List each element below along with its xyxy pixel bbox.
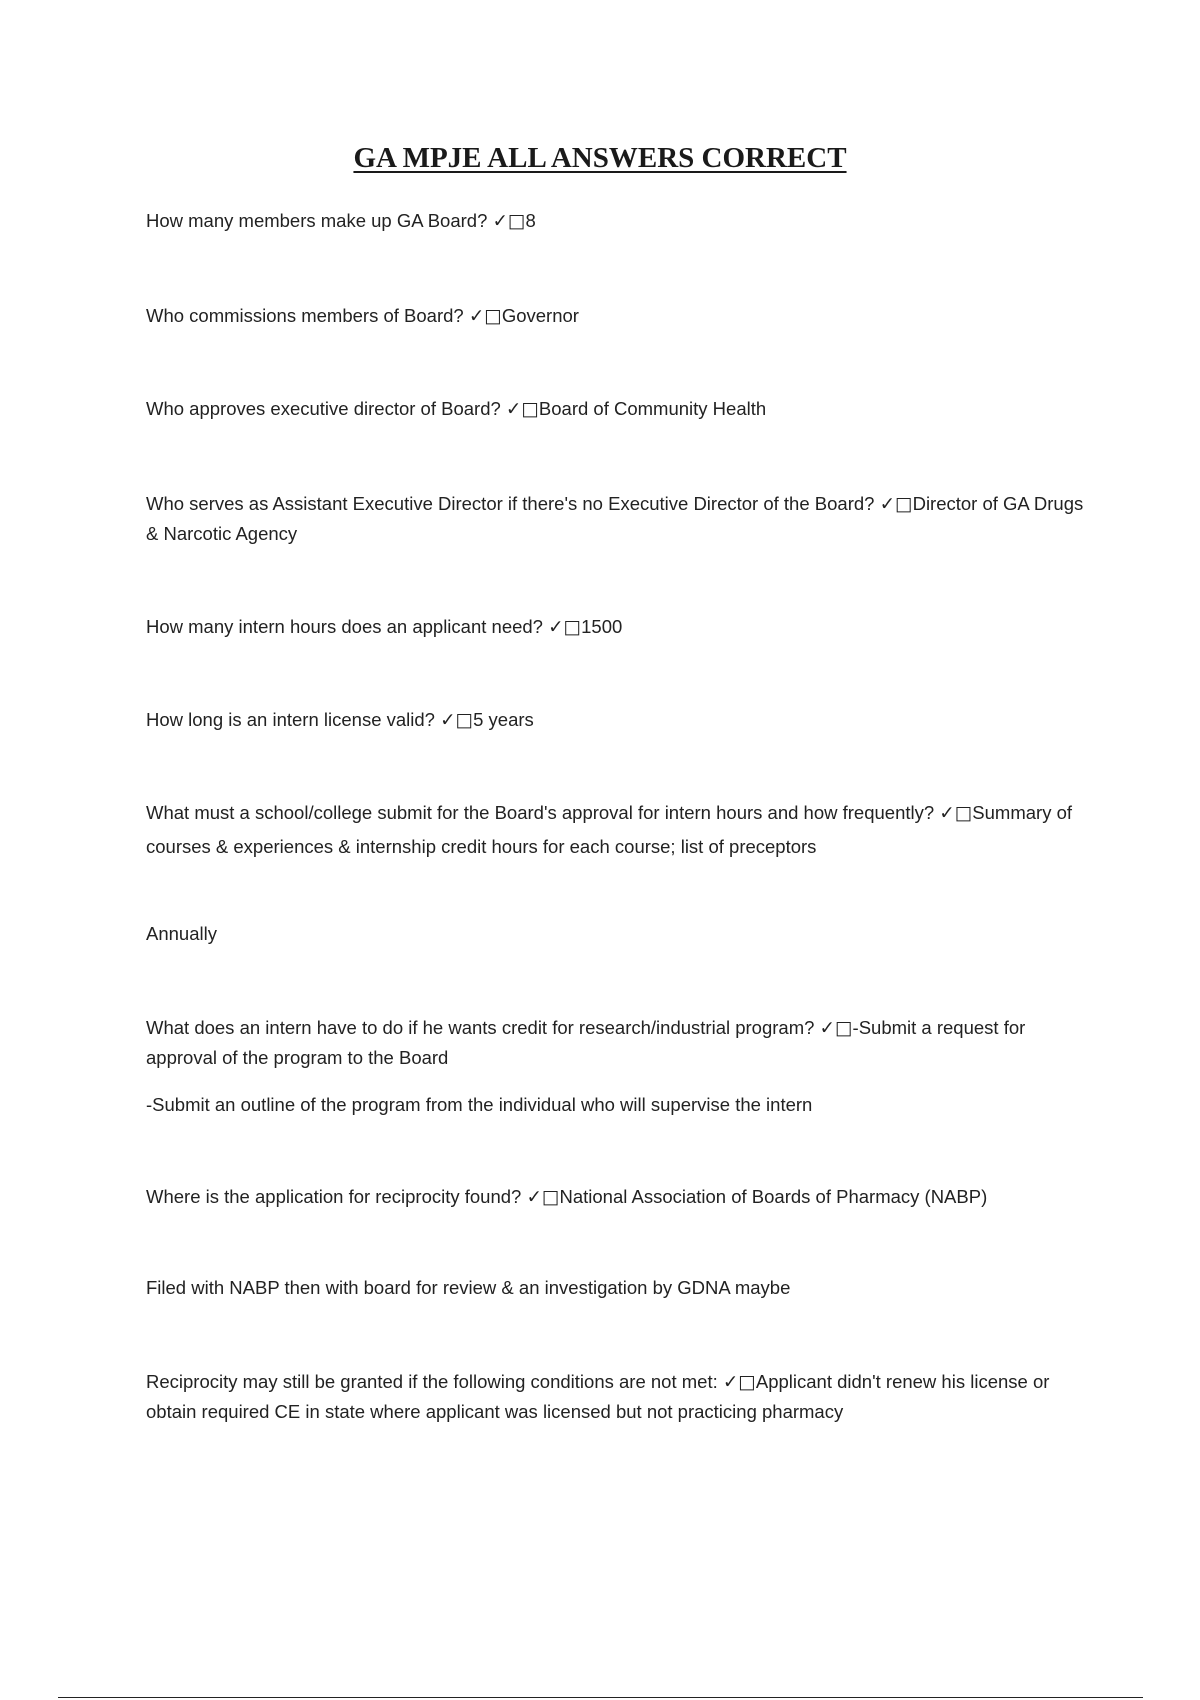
answer-box-icon: □ [563, 617, 582, 638]
document-title: GA MPJE ALL ANSWERS CORRECT [353, 142, 847, 174]
answer-text: Applicant didn't renew his license or obtain required CE in state where applicant was licensed but not practicing pharmacy [146, 1371, 1050, 1422]
answer-box-icon: □ [455, 710, 474, 731]
qa-item [146, 612, 1086, 642]
qa-item [146, 1182, 1086, 1212]
answer-box-icon: □ [521, 399, 539, 420]
answer-text: Summary of courses & experiences & internship credit hours for each course; list of preceptors [146, 802, 1073, 857]
qa-item [146, 1013, 1086, 1072]
answer-box-icon: □ [738, 1372, 756, 1393]
answer-continuation: Annually [146, 923, 217, 944]
question-text: What must a school/college submit for the Board's approval for intern hours and how frequently? [146, 802, 935, 823]
answer-box-icon: □ [484, 306, 502, 327]
answer-text: -Submit a request for approval of the program to the Board [146, 1017, 1026, 1068]
question-text: How many members make up GA Board? [146, 210, 488, 231]
answer-box-icon: □ [895, 494, 913, 515]
answer-box-icon: □ [954, 803, 973, 824]
question-text: Reciprocity may still be granted if the following conditions are not met: [146, 1371, 718, 1392]
answer-continuation: Filed with NABP then with board for review & an investigation by GDNA maybe [146, 1277, 791, 1298]
answer-text: Governor [501, 305, 579, 326]
answer-box-icon: □ [542, 1187, 560, 1208]
answer-box-icon: □ [508, 211, 526, 232]
qa-item [146, 705, 1086, 735]
check-icon: ✓ [548, 617, 564, 638]
qa-item [146, 394, 1086, 424]
question-text: Who approves executive director of Board? [146, 398, 501, 419]
check-icon: ✓ [492, 211, 509, 232]
question-text: How long is an intern license valid? [146, 709, 435, 730]
answer-text: 8 [525, 210, 536, 231]
qa-item [146, 206, 1086, 236]
answer-text: 5 years [473, 709, 534, 730]
answer-box-icon: □ [835, 1018, 853, 1039]
answer-text: Board of Community Health [538, 398, 767, 419]
qa-item [146, 301, 1086, 331]
check-icon: ✓ [468, 306, 485, 327]
answer-text: 1500 [581, 616, 623, 637]
check-icon: ✓ [819, 1018, 836, 1039]
question-text: Who commissions members of Board? [146, 305, 464, 326]
check-icon: ✓ [722, 1372, 739, 1393]
check-icon: ✓ [879, 494, 896, 515]
question-text: How many intern hours does an applicant need? [146, 616, 543, 637]
question-text: Where is the application for reciprocity found? [146, 1186, 522, 1207]
check-icon: ✓ [505, 399, 522, 420]
answer-text: National Association of Boards of Pharmacy (NABP) [559, 1186, 988, 1207]
footer-divider [58, 1697, 1143, 1698]
answer-text: Director of GA Drugs & Narcotic Agency [146, 493, 1084, 544]
qa-item [146, 1367, 1086, 1426]
question-text: Who serves as Assistant Executive Director if there's no Executive Director of the Board? [146, 493, 875, 514]
qa-item [146, 489, 1086, 548]
check-icon: ✓ [440, 710, 456, 731]
answer-continuation: -Submit an outline of the program from the individual who will supervise the intern [146, 1094, 813, 1115]
question-text: What does an intern have to do if he wants credit for research/industrial program? [146, 1017, 815, 1038]
qa-item [146, 796, 1086, 863]
check-icon: ✓ [939, 803, 955, 824]
check-icon: ✓ [526, 1187, 542, 1208]
